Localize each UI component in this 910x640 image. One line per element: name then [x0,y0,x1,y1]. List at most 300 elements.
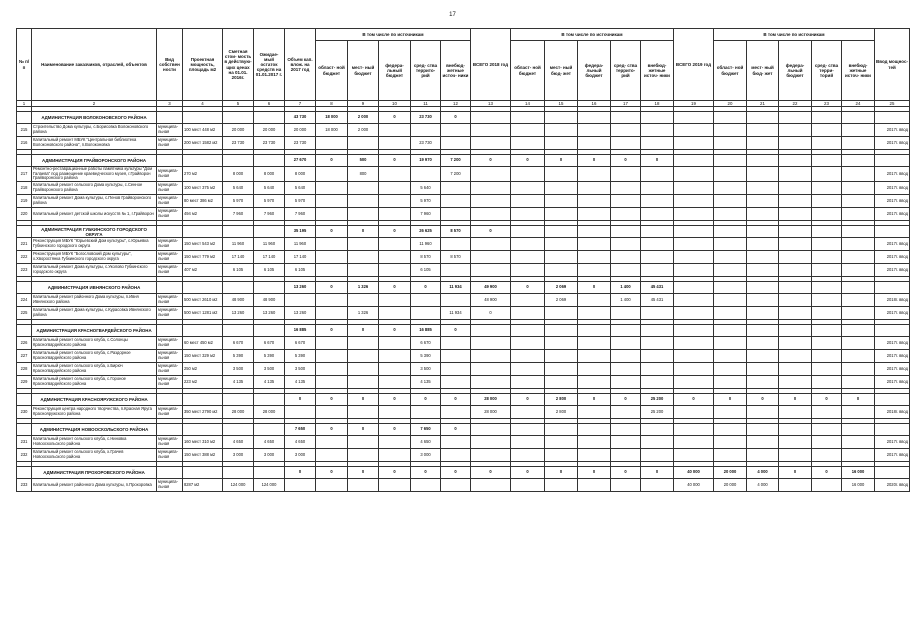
empty-cell [578,294,611,307]
capacity-value: 270 м2 [183,167,223,182]
empty-cell [779,337,812,350]
object-name: Капитальный ремонт сельского клуба, х.Грачев Новооскольского района [32,449,157,462]
empty-cell [157,325,183,337]
col-federal-budget-2019-header: федера- льный бюджет [779,41,812,101]
amount-cell: 40 000 [674,467,714,479]
table-row [17,363,910,376]
empty-cell [714,137,747,150]
empty-cell [411,479,441,492]
amount-cell: 0 [578,467,611,479]
empty-cell [441,238,471,251]
empty-cell [545,307,578,320]
section-title: АДМИНИСТРАЦИЯ КРАСНОЯРУЖСКОГО РАЙОНА [32,394,157,406]
empty-cell [747,337,779,350]
empty-cell [348,350,379,363]
empty-cell [379,195,411,208]
amount-cell: 0 [812,467,842,479]
empty-cell [641,436,674,449]
empty-cell [316,350,348,363]
empty-cell [747,376,779,389]
empty-cell [348,294,379,307]
empty-cell [812,325,842,337]
empty-cell [511,436,545,449]
empty-cell [842,282,875,294]
col-federal-budget-2018-header: федера- льный бюджет [578,41,611,101]
amount-cell: 19 970 [411,155,441,167]
amount-cell: 0 [316,424,348,436]
amount-cell: 2 069 [545,294,578,307]
amount-cell: 124 000 [254,479,285,492]
object-name: Реконструкция МБУК "Юрьевский Дом культуры", с.Юрьевка Губкинского городского округа [32,238,157,251]
empty-cell [17,226,32,238]
object-name: Капитальный ремонт районного Дома культуры, п.Прохоровка [32,479,157,492]
empty-cell [379,436,411,449]
col-territory-funds-2017-header: сред- ства террито- рий [411,41,441,101]
empty-cell [183,282,223,294]
empty-cell [714,208,747,221]
empty-cell [641,337,674,350]
amount-cell: 5 970 [411,195,441,208]
empty-cell [441,337,471,350]
commissioning-value: 2017г. ввод [875,137,910,150]
amount-cell: 0 [611,155,641,167]
capacity-value: 200 мест 1582 м2 [183,137,223,150]
empty-cell [842,307,875,320]
empty-cell [779,155,812,167]
amount-cell: 2 069 [545,282,578,294]
empty-cell [578,325,611,337]
row-number: 233 [17,479,32,492]
empty-cell [183,424,223,436]
empty-cell [611,226,641,238]
empty-cell [714,238,747,251]
empty-cell [674,337,714,350]
empty-cell [714,307,747,320]
empty-cell [747,124,779,137]
commissioning-value: 2017г. ввод [875,337,910,350]
empty-cell [316,479,348,492]
empty-cell [379,167,411,182]
empty-cell [223,155,254,167]
amount-cell: 23 730 [254,137,285,150]
empty-cell [471,363,511,376]
empty-cell [17,424,32,436]
section-title: АДМИНИСТРАЦИЯ ИВНЯНСКОГО РАЙОНА [32,282,157,294]
empty-cell [578,406,611,419]
empty-cell [842,112,875,124]
capacity-value: 100 мест 448 м2 [183,124,223,137]
amount-cell: 7 960 [223,208,254,221]
empty-cell [875,155,910,167]
empty-cell [842,238,875,251]
empty-cell [379,137,411,150]
empty-cell [611,479,641,492]
empty-cell [674,436,714,449]
empty-cell [441,124,471,137]
row-number: 215 [17,124,32,137]
empty-cell [674,226,714,238]
empty-cell [842,195,875,208]
empty-cell [545,182,578,195]
amount-cell: 2 800 [545,406,578,419]
amount-cell: 40 000 [674,479,714,492]
empty-cell [714,167,747,182]
empty-cell [254,226,285,238]
empty-cell [578,264,611,277]
empty-cell [545,436,578,449]
empty-cell [471,137,511,150]
empty-cell [511,376,545,389]
amount-cell: 20 000 [254,124,285,137]
amount-cell: 0 [611,394,641,406]
table-row [17,182,910,195]
empty-cell [511,325,545,337]
amount-cell: 0 [316,282,348,294]
amount-cell: 0 [441,325,471,337]
amount-cell: 0 [316,394,348,406]
amount-cell: 13 260 [223,307,254,320]
object-name: Реконструкция центра народного творчества, п.Красная Яруга Краснояружского района [32,406,157,419]
commissioning-value: 2017г. ввод [875,350,910,363]
empty-cell [674,264,714,277]
commissioning-value: 2017г. ввод [875,264,910,277]
table-row [17,436,910,449]
empty-cell [471,238,511,251]
empty-cell [641,264,674,277]
empty-cell [611,350,641,363]
empty-cell [183,467,223,479]
empty-cell [779,182,812,195]
table-row [17,167,910,182]
empty-cell [714,337,747,350]
empty-cell [747,155,779,167]
empty-cell [511,112,545,124]
sources-2017-header: В том числе по источникам [316,29,471,41]
empty-cell [441,182,471,195]
empty-cell [254,467,285,479]
empty-cell [471,479,511,492]
amount-cell: 5 970 [285,195,316,208]
empty-cell [379,406,411,419]
empty-cell [511,182,545,195]
empty-cell [157,424,183,436]
empty-cell [674,376,714,389]
amount-cell: 0 [441,112,471,124]
column-number-cell: 11 [411,101,441,107]
empty-cell [674,406,714,419]
empty-cell [411,307,441,320]
empty-cell [379,350,411,363]
empty-cell [511,350,545,363]
amount-cell: 0 [379,282,411,294]
empty-cell [674,282,714,294]
amount-cell: 16 000 [842,479,875,492]
col-ownership-header: Вид собствен ности [157,29,183,101]
object-name: Капитальный ремонт Дома культуры, с.Уколово Губкинского городского округа [32,264,157,277]
amount-cell: 1 326 [348,282,379,294]
amount-cell: 17 140 [285,251,316,264]
amount-cell: 0 [316,467,348,479]
amount-cell: 0 [379,394,411,406]
empty-cell [578,137,611,150]
amount-cell: 8 570 [441,251,471,264]
empty-cell [674,124,714,137]
amount-cell: 48 900 [223,294,254,307]
empty-cell [316,337,348,350]
empty-cell [441,137,471,150]
empty-cell [842,294,875,307]
empty-cell [254,112,285,124]
amount-cell: 1 400 [611,294,641,307]
empty-cell [348,264,379,277]
empty-cell [674,449,714,462]
table-row [17,307,910,320]
empty-cell [578,449,611,462]
empty-cell [875,226,910,238]
commissioning-value: 2017г. ввод [875,182,910,195]
amount-cell: 0 [411,467,441,479]
empty-cell [812,182,842,195]
col-local-budget-2018-header: мест- ный бюд- жет [545,41,578,101]
empty-cell [812,155,842,167]
empty-cell [379,307,411,320]
investment-table [16,28,910,492]
amount-cell: 5 970 [254,195,285,208]
amount-cell: 0 [411,394,441,406]
commissioning-value: 2018г. ввод [875,406,910,419]
empty-cell [812,124,842,137]
empty-cell [641,182,674,195]
empty-cell [285,406,316,419]
empty-cell [747,251,779,264]
empty-cell [779,226,812,238]
ownership-type: муниципа- льная [157,350,183,363]
empty-cell [779,350,812,363]
empty-cell [714,424,747,436]
empty-cell [714,251,747,264]
amount-cell: 20 000 [285,124,316,137]
capacity-value: 150 мест 329 м2 [183,350,223,363]
empty-cell [471,182,511,195]
empty-cell [611,449,641,462]
capacity-value: 494 м2 [183,208,223,221]
empty-cell [779,294,812,307]
empty-cell [812,307,842,320]
empty-cell [842,350,875,363]
empty-cell [511,137,545,150]
empty-cell [641,195,674,208]
capacity-value: 60 мест 450 м2 [183,337,223,350]
empty-cell [611,124,641,137]
column-number-cell: 5 [223,101,254,107]
empty-cell [285,294,316,307]
empty-cell [779,424,812,436]
empty-cell [316,264,348,277]
amount-cell: 0 [441,467,471,479]
empty-cell [316,182,348,195]
col-federal-budget-2017-header: федера- льный бюджет [379,41,411,101]
row-number: 222 [17,251,32,264]
amount-cell: 11 960 [223,238,254,251]
capacity-value: 407 м2 [183,264,223,277]
ownership-type: муниципа- льная [157,124,183,137]
empty-cell [674,155,714,167]
amount-cell: 13 260 [254,307,285,320]
amount-cell: 0 [379,226,411,238]
amount-cell: 0 [779,467,812,479]
empty-cell [641,350,674,363]
empty-cell [641,449,674,462]
column-number-cell: 6 [254,101,285,107]
section-title: АДМИНИСТРАЦИЯ КРАСНОГВАРДЕЙСКОГО РАЙОНА [32,325,157,337]
empty-cell [747,325,779,337]
amount-cell: 0 [511,155,545,167]
sources-2019-header: В том числе по источникам [714,29,875,41]
empty-cell [441,294,471,307]
amount-cell: 0 [611,467,641,479]
commissioning-value: 2017г. ввод [875,124,910,137]
amount-cell: 2 000 [348,124,379,137]
amount-cell: 7 200 [441,167,471,182]
empty-cell [545,350,578,363]
amount-cell: 3 000 [254,449,285,462]
empty-cell [471,167,511,182]
section-row [17,226,910,238]
commissioning-value: 2017г. ввод [875,195,910,208]
empty-cell [223,424,254,436]
empty-cell [578,337,611,350]
empty-cell [316,208,348,221]
empty-cell [875,394,910,406]
col-estimated-cost-header: Сметная стои- мость в действую- щих ценах на 01.01. 2016г. [223,29,254,101]
empty-cell [779,264,812,277]
empty-cell [812,167,842,182]
empty-cell [545,238,578,251]
amount-cell: 4 000 [747,479,779,492]
empty-cell [779,436,812,449]
empty-cell [812,226,842,238]
empty-cell [441,449,471,462]
commissioning-value: 2017г. ввод [875,449,910,462]
ownership-type: муниципа- льная [157,137,183,150]
empty-cell [348,363,379,376]
amount-cell: 0 [348,424,379,436]
amount-cell: 3 000 [411,449,441,462]
object-name: Капитальный ремонт районного Дома культуры, п.Ивня Ивнянского района [32,294,157,307]
empty-cell [545,264,578,277]
amount-cell: 25 200 [641,406,674,419]
empty-cell [471,264,511,277]
empty-cell [254,282,285,294]
commissioning-value: 2017г. ввод [875,436,910,449]
amount-cell: 45 431 [641,294,674,307]
section-row [17,424,910,436]
empty-cell [316,238,348,251]
amount-cell: 4 135 [285,376,316,389]
empty-cell [842,167,875,182]
object-name: Реконструкция МБУК "Богословский Дом культуры", х.Хворостянка Губкинского городского округа [32,251,157,264]
empty-cell [578,112,611,124]
empty-cell [545,124,578,137]
empty-cell [471,350,511,363]
empty-cell [812,406,842,419]
empty-cell [511,307,545,320]
commissioning-value: 2017г. ввод [875,208,910,221]
empty-cell [641,251,674,264]
col-extrabudget-2019-header: внебюд- жетные источ- ники [842,41,875,101]
empty-cell [674,350,714,363]
empty-cell [379,337,411,350]
empty-cell [157,282,183,294]
capacity-value: 160 мест 310 м2 [183,436,223,449]
amount-cell: 6 670 [254,337,285,350]
amount-cell: 3 500 [411,363,441,376]
amount-cell: 0 [747,394,779,406]
empty-cell [348,208,379,221]
col-expected-balance-header: Ожидае- мый остаток средств на 01.01.2017 г. [254,29,285,101]
empty-cell [17,467,32,479]
capacity-value: 150 мест 543 м2 [183,238,223,251]
empty-cell [578,479,611,492]
empty-cell [611,406,641,419]
amount-cell: 0 [348,394,379,406]
amount-cell: 28 000 [471,394,511,406]
empty-cell [17,112,32,124]
amount-cell: 5 390 [285,350,316,363]
ownership-type: муниципа- льная [157,363,183,376]
empty-cell [348,238,379,251]
empty-cell [511,337,545,350]
amount-cell: 27 670 [285,155,316,167]
empty-cell [348,436,379,449]
col-territory-funds-2019-header: сред- ства терри- торий [812,41,842,101]
amount-cell: 5 390 [411,350,441,363]
row-number: 216 [17,137,32,150]
empty-cell [842,182,875,195]
empty-cell [714,325,747,337]
amount-cell: 0 [379,155,411,167]
amount-cell: 25 200 [641,394,674,406]
empty-cell [611,264,641,277]
empty-cell [578,350,611,363]
empty-cell [842,363,875,376]
empty-cell [674,363,714,376]
empty-cell [578,436,611,449]
empty-cell [441,208,471,221]
section-title: АДМИНИСТРАЦИЯ ВОЛОКОНОВСКОГО РАЙОНА [32,112,157,124]
empty-cell [223,325,254,337]
empty-cell [545,167,578,182]
table-row [17,294,910,307]
empty-cell [674,137,714,150]
table-row [17,264,910,277]
empty-cell [641,376,674,389]
amount-cell: 4 135 [223,376,254,389]
empty-cell [747,182,779,195]
object-name: Ремонтно-реставрационные работы памятника культуры "Дом Галаева" под размещение краеведческого музея, г.Грайворон Грайворонского района [32,167,157,182]
empty-cell [17,394,32,406]
empty-cell [471,124,511,137]
table-row [17,124,910,137]
empty-cell [641,112,674,124]
empty-cell [223,226,254,238]
commissioning-value: 2018г. ввод [875,294,910,307]
empty-cell [348,137,379,150]
empty-cell [842,406,875,419]
empty-cell [747,195,779,208]
ownership-type: муниципа- льная [157,479,183,492]
amount-cell: 8 570 [441,226,471,238]
